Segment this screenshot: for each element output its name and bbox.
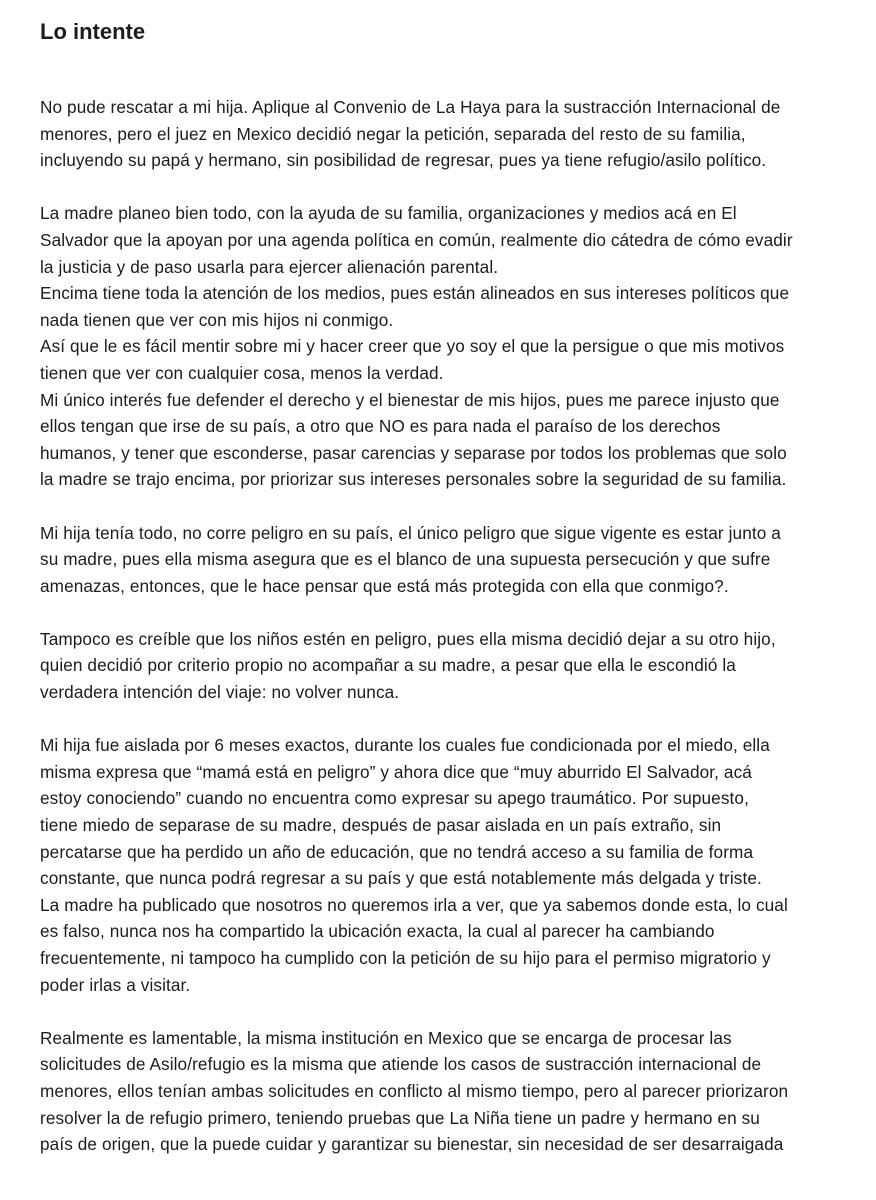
paragraph-line: Mi hija fue aislada por 6 meses exactos, durante los cuales fue condicionada por el miedo, ella [40, 735, 770, 756]
paragraph-line: la madre se trajo encima, por priorizar sus intereses personales sobre la seguridad de su familia. [40, 469, 787, 490]
paragraph-line: Encima tiene toda la atención de los medios, pues están alineados en sus intereses políticos que [40, 283, 790, 304]
document-paragraph [40, 94, 846, 174]
paragraph-line: percatarse que ha perdido un año de educación, que no tendrá acceso a su familia de forma [40, 841, 754, 862]
paragraph-line: tienen que ver con cualquier cosa, menos la verdad. [40, 362, 444, 383]
paragraph-line: solicitudes de Asilo/refugio es la misma que atiende los casos de sustracción internacional de [40, 1054, 762, 1075]
document-paragraph [40, 732, 846, 998]
paragraph-line: su madre, pues ella misma asegura que es el blanco de una supuesta persecución y que sufre [40, 549, 771, 570]
paragraph-line: estoy conociendo” cuando no encuentra como expresar su apego traumático. Por supuesto, [40, 788, 749, 809]
paragraph-line: menores, pero el juez en Mexico decidió negar la petición, separada del resto de su familia, [40, 123, 746, 144]
document-paragraph [40, 1025, 846, 1158]
paragraph-line: No pude rescatar a mi hija. Aplique al Convenio de La Haya para la sustracción Internacional de [40, 97, 781, 117]
paragraph-line: amenazas, entonces, que le hace pensar que está más protegida con ella que conmigo?. [40, 575, 729, 596]
paragraph-line: la justicia y de paso usarla para ejercer alienación parental. [40, 256, 499, 277]
paragraph-line: menores, ellos tenían ambas solicitudes en conflicto al mismo tiempo, pero al parecer priorizaron [40, 1080, 789, 1101]
paragraph-line: La madre ha publicado que nosotros no queremos irla a ver, que ya sabemos donde esta, lo cual [40, 894, 788, 915]
paragraph-line: Mi hija tenía todo, no corre peligro en su país, el único peligro que sigue vigente es estar junto a [40, 522, 781, 543]
paragraph-line: Tampoco es creíble que los niños estén en peligro, pues ella misma decidió dejar a su otro hijo, [40, 628, 776, 649]
paragraph-line: incluyendo su papá y hermano, sin posibilidad de regresar, pues ya tiene refugio/asilo político. [40, 150, 767, 171]
paragraph-line: resolver la de refugio primero, teniendo pruebas que La Niña tiene un padre y hermano en su [40, 1107, 760, 1128]
paragraph-line: frecuentemente, ni tampoco ha cumplido con la petición de su hijo para el permiso migratorio y [40, 948, 771, 968]
paragraph-line: tiene miedo de separase de su madre, después de pasar aislada en un país extraño, sin [40, 815, 722, 836]
paragraph-line: quien decidió por criterio propio no acompañar a su madre, a pesar que ella le escondió la [40, 655, 736, 676]
document-paragraph [40, 520, 846, 600]
paragraph-line: Salvador que la apoyan por una agenda política en común, realmente dio cátedra de cómo evadir [40, 229, 793, 250]
paragraph-line: ellos tengan que irse de su país, a otro que NO es para nada el paraíso de los derechos [40, 416, 721, 437]
paragraph-line: misma expresa que “mamá está en peligro” y ahora dice que “muy aburrido El Salvador, acá [40, 761, 752, 782]
paragraph-line: Así que le es fácil mentir sobre mi y hacer creer que yo soy el que la persigue o que mis motivos [40, 336, 785, 357]
paragraph-line: país de origen, que la puede cuidar y garantizar su bienestar, sin necesidad de ser desarraigada [40, 1134, 784, 1155]
document-paragraph [40, 626, 846, 706]
paragraph-line: nada tienen que ver con mis hijos ni conmigo. [40, 309, 394, 330]
paragraph-line: poder irlas a visitar. [40, 974, 191, 995]
paragraph-line: es falso, nunca nos ha compartido la ubicación exacta, la cual al parecer ha cambiando [40, 921, 715, 942]
paragraph-line: Realmente es lamentable, la misma institución en Mexico que se encarga de procesar las [40, 1027, 732, 1048]
paragraph-line: verdadera intención del viaje: no volver nunca. [40, 682, 400, 703]
document-paragraph [40, 200, 846, 493]
paragraph-line: La madre planeo bien todo, con la ayuda de su familia, organizaciones y medios acá en El [40, 203, 737, 224]
document-title: Lo intente [40, 19, 146, 44]
paragraph-line: humanos, y tener que esconderse, pasar carencias y separase por todos los problemas que solo [40, 442, 787, 463]
document-body [40, 94, 846, 1158]
paragraph-line: constante, que nunca podrá regresar a su país y que está notablemente más delgada y triste. [40, 868, 762, 889]
paragraph-line: Mi único interés fue defender el derecho y el bienestar de mis hijos, pues me parece injusto que [40, 389, 780, 410]
